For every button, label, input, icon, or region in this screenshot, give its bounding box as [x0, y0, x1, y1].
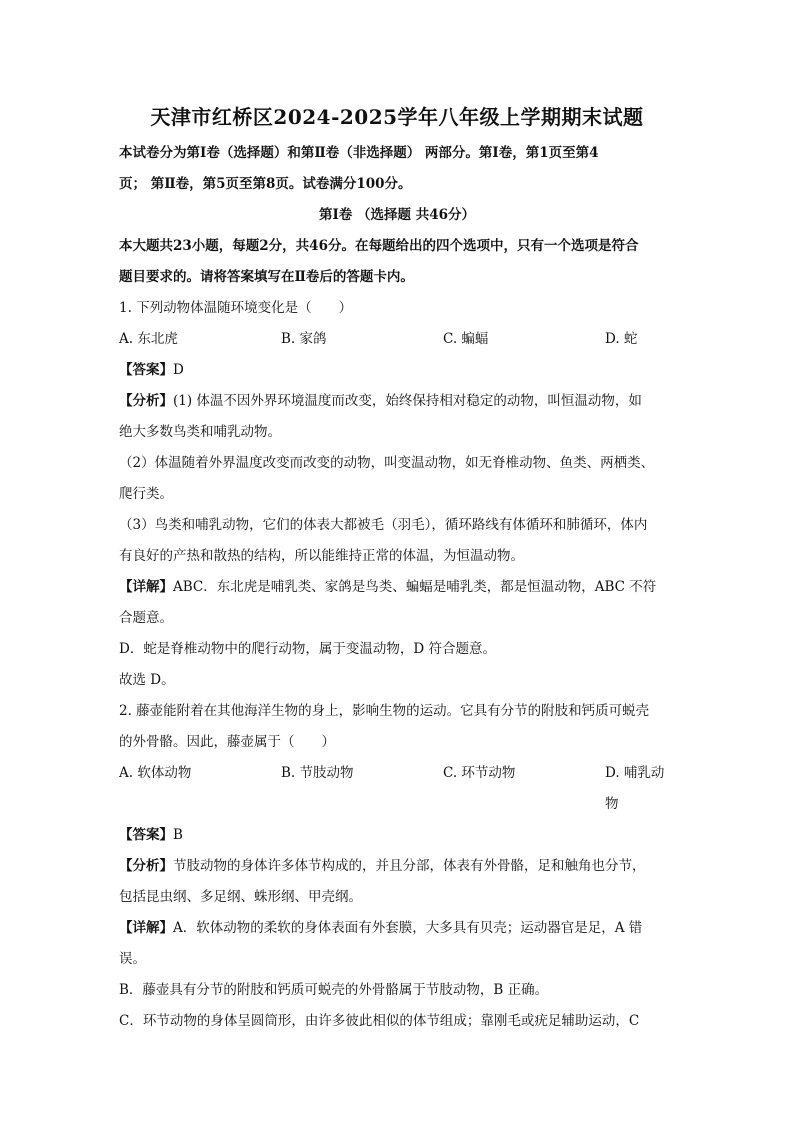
answer-tag: 【答案】 — [119, 827, 173, 843]
detail-text: A．软体动物的柔软的身体表面有外套膜，大多具有贝壳；运动器官是足，A 错 — [173, 920, 643, 936]
q2-option-c: C. 环节动物 — [443, 765, 516, 781]
q1-analysis-2: 绝大多数鸟类和哺乳动物。 — [119, 424, 281, 440]
q2-answer — [119, 820, 675, 851]
analysis-tag: 【分析】 — [119, 858, 173, 874]
exam-title: 天津市红桥区2024-2025学年八年级上学期期末试题 — [150, 105, 644, 129]
page-content — [119, 100, 675, 1037]
q2-analysis-1 — [119, 851, 675, 882]
detail-tag: 【详解】 — [119, 579, 173, 595]
q2-option-b: B. 节肢动物 — [281, 765, 354, 781]
q1-analysis-5: （3）鸟类和哺乳动物，它们的体表大都被毛（羽毛），循环路线有体循环和肺循环，体内 — [119, 517, 648, 533]
intro-line-1: 本试卷分为第Ⅰ卷（选择题）和第Ⅱ卷（非选择题） 两部分。第Ⅰ卷，第1页至第4 — [119, 145, 599, 161]
intro-line-2: 页； 第Ⅱ卷，第5页至第8页。试卷满分100分。 — [119, 176, 412, 192]
q2-detail-2: 误。 — [119, 951, 146, 967]
q2-detail-4: C．环节动物的身体呈圆筒形，由许多彼此相似的体节组成；靠刚毛或疣足辅助运动，C — [119, 1013, 640, 1029]
section-instruction-2: 题目要求的。请将答案填写在Ⅱ卷后的答题卡内。 — [119, 269, 414, 285]
section-heading: 第Ⅰ卷 （选择题 共46分） — [318, 207, 475, 223]
detail-tag: 【详解】 — [119, 920, 173, 936]
q2-detail-1 — [119, 913, 675, 944]
question-2-stem-2: 的外骨骼。因此，藤壶属于（ ） — [119, 734, 335, 750]
answer-tag: 【答案】 — [119, 362, 173, 378]
q1-detail-3: D．蛇是脊椎动物中的爬行动物，属于变温动物，D 符合题意。 — [119, 641, 496, 657]
q1-analysis-3: （2）体温随着外界温度改变而改变的动物，叫变温动物，如无脊椎动物、鱼类、两栖类、 — [119, 455, 655, 471]
q1-option-d: D. 蛇 — [605, 331, 638, 347]
q1-option-c: C. 蝙蝠 — [443, 331, 489, 347]
question-2-options — [119, 758, 675, 820]
q1-analysis-1 — [119, 386, 675, 417]
answer-value: B — [173, 827, 183, 843]
detail-text: ABC．东北虎是哺乳类、家鸽是鸟类、蝙蝠是哺乳类，都是恒温动物，ABC 不符 — [173, 579, 657, 595]
q1-option-a: A. 东北虎 — [119, 331, 178, 347]
analysis-text: (1) 体温不因外界环境温度而改变，始终保持相对稳定的动物，叫恒温动物，如 — [173, 393, 642, 409]
analysis-tag: 【分析】 — [119, 393, 173, 409]
q1-detail-2: 合题意。 — [119, 610, 173, 626]
section-instruction-1: 本大题共23小题，每题2分，共46分。在每题给出的四个选项中，只有一个选项是符合 — [119, 238, 639, 254]
q1-analysis-6: 有良好的产热和散热的结构，所以能维持正常的体温，为恒温动物。 — [119, 548, 524, 564]
q2-option-a: A. 软体动物 — [119, 765, 192, 781]
q2-detail-3: B．藤壶具有分节的附肢和钙质可蜕壳的外骨骼属于节肢动物，B 正确。 — [119, 982, 549, 998]
q1-analysis-4: 爬行类。 — [119, 486, 173, 502]
answer-value: D — [173, 362, 184, 378]
q1-detail-1 — [119, 572, 675, 603]
question-1-stem: 1. 下列动物体温随环境变化是（ ） — [119, 300, 353, 316]
q1-option-b: B. 家鸽 — [281, 331, 327, 347]
q2-option-d: D. 哺乳动物 — [605, 765, 665, 812]
question-1-options — [119, 324, 675, 355]
analysis-text: 节肢动物的身体许多体节构成的，并且分部，体表有外骨骼，足和触角也分节， — [173, 858, 646, 874]
q1-answer — [119, 355, 675, 386]
question-2-stem-1: 2. 藤壶能附着在其他海洋生物的身上，影响生物的运动。它具有分节的附肢和钙质可蜕壳 — [119, 703, 650, 719]
q1-detail-4: 故选 D。 — [119, 672, 175, 688]
q2-analysis-2: 包括昆虫纲、多足纲、蛛形纲、甲壳纲。 — [119, 889, 362, 905]
